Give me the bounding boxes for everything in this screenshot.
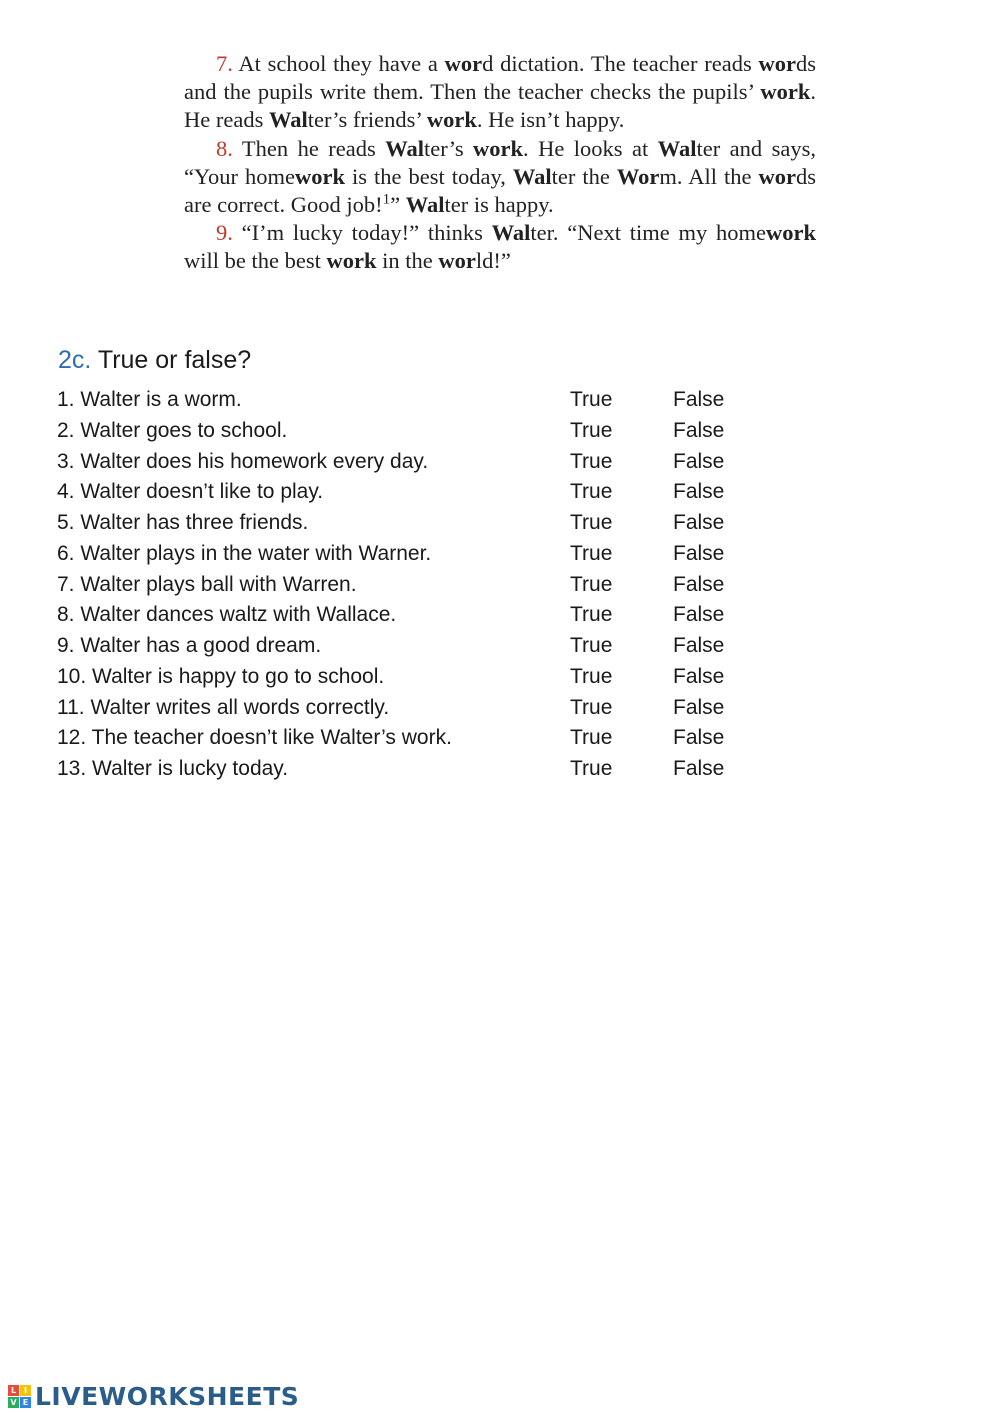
question-row [57,693,777,724]
question-statement: 1. Walter is a worm. [57,388,242,411]
text-run: ds are correct. Good job! [184,163,817,218]
paragraph-8 [184,135,816,220]
question-statement: 2. Walter goes to school. [57,418,288,442]
question-row [57,600,777,631]
question-statement: 9. Walter has a good dream. [57,634,322,657]
bold-text: Wor [616,163,660,189]
question-row [57,754,777,785]
paragraph-9 [184,219,816,275]
bold-text: Wal [512,163,552,189]
text-run: ter is happy. [444,192,554,218]
logo-square: I [20,1385,31,1396]
story-text [184,50,816,276]
text-run: ld!” [475,248,511,274]
section-number: 2c. [58,346,92,374]
paragraph-number: 8. [216,135,233,161]
text-run: ter. “Next time my home [530,220,766,246]
bold-text: work [766,220,816,246]
question-row [57,723,777,754]
false-option[interactable]: False [673,480,725,504]
question-statement: 5. Walter has three friends. [57,511,309,534]
true-option[interactable]: True [570,695,613,719]
question-statement: 6. Walter plays in the water with Warner. [57,541,432,565]
text-run: in the [376,248,439,274]
text-run: ” [390,192,406,218]
question-row [57,447,777,478]
logo-square: E [20,1397,31,1408]
text-run: ter and says, “Your home [184,135,816,189]
bold-text: wor [444,51,483,76]
bold-text: wor [438,248,476,274]
logo-square: L [8,1385,19,1396]
false-option[interactable]: False [673,664,725,688]
question-row [57,416,777,447]
false-option[interactable]: False [673,511,725,534]
false-option[interactable]: False [673,449,725,473]
text-run: ter’s friends’ [307,107,427,133]
false-option[interactable]: False [673,418,725,442]
paragraph-number: 7. [216,51,233,76]
question-statement: 13. Walter is lucky today. [57,757,289,780]
text-run: ter the [551,163,617,189]
question-statement: 7. Walter plays ball with Warren. [57,572,357,596]
true-option[interactable]: True [570,449,613,473]
bold-text: work [426,107,477,133]
bold-text: wor [758,51,796,76]
question-statement: 3. Walter does his homework every day. [57,449,429,473]
question-row [57,508,777,539]
false-option[interactable]: False [673,388,725,411]
bold-text: work [294,163,345,189]
question-statement: 12. The teacher doesn’t like Walter’s work. [57,726,452,750]
false-option[interactable]: False [673,757,725,780]
text-run: Then he reads [232,135,386,161]
true-option[interactable]: True [570,634,613,657]
question-row [57,477,777,508]
question-row [57,662,777,693]
true-option[interactable]: True [570,511,613,534]
question-row [57,539,777,570]
paragraph-7 [184,50,816,135]
text-run: “I’m lucky today!” thinks [232,220,492,246]
true-false-list [57,385,777,785]
true-option[interactable]: True [570,603,613,627]
question-row [57,570,777,601]
bold-text: Wal [491,220,531,246]
text-run: ds and the pupils write them. Then the teacher checks the pupils’ [184,51,816,105]
true-option[interactable]: True [570,480,613,504]
false-option[interactable]: False [673,603,725,627]
bold-text: work [326,248,377,274]
brand-name: LIVEWORKSHEETS [35,1381,300,1411]
bold-text: Wal [268,107,308,133]
true-option[interactable]: True [570,572,613,596]
question-statement: 11. Walter writes all words correctly. [57,695,390,719]
text-run: At school they have a [232,51,445,76]
text-run: . He looks at [523,135,658,161]
true-option[interactable]: True [570,388,613,411]
text-run: ter’s [424,135,474,161]
bold-text: work [760,79,811,105]
bold-text: wor [758,163,797,189]
footer-brand [8,1381,299,1411]
bold-text: Wal [405,192,445,218]
question-row [57,631,777,662]
bold-text: work [473,135,524,161]
text-run: will be the best [184,248,327,274]
text-run: d dictation. The teacher reads [482,51,759,76]
paragraph-number: 9. [216,220,233,246]
liveworksheets-logo-icon [8,1385,31,1408]
true-option[interactable]: True [570,418,613,442]
question-statement: 8. Walter dances waltz with Wallace. [57,603,397,627]
true-option[interactable]: True [570,726,613,750]
false-option[interactable]: False [673,634,725,657]
section-title: True or false? [91,346,252,374]
text-run: is the best today, [344,163,513,189]
true-option[interactable]: True [570,664,613,688]
text-run: m. All the [659,163,759,189]
true-option[interactable]: True [570,541,613,565]
false-option[interactable]: False [673,572,725,596]
false-option[interactable]: False [673,695,725,719]
bold-text: Wal [385,135,424,161]
text-run: . He isn’t happy. [476,107,625,133]
footnote-marker: 1 [382,191,391,208]
question-statement: 4. Walter doesn’t like to play. [57,480,324,504]
text-run: . He reads [184,79,816,133]
false-option[interactable]: False [673,726,725,750]
logo-square: V [8,1397,19,1408]
question-row [57,385,777,416]
false-option[interactable]: False [673,541,725,565]
bold-text: Wal [657,135,697,161]
question-statement: 10. Walter is happy to go to school. [57,664,385,688]
section-heading [58,346,251,375]
true-option[interactable]: True [570,757,613,780]
